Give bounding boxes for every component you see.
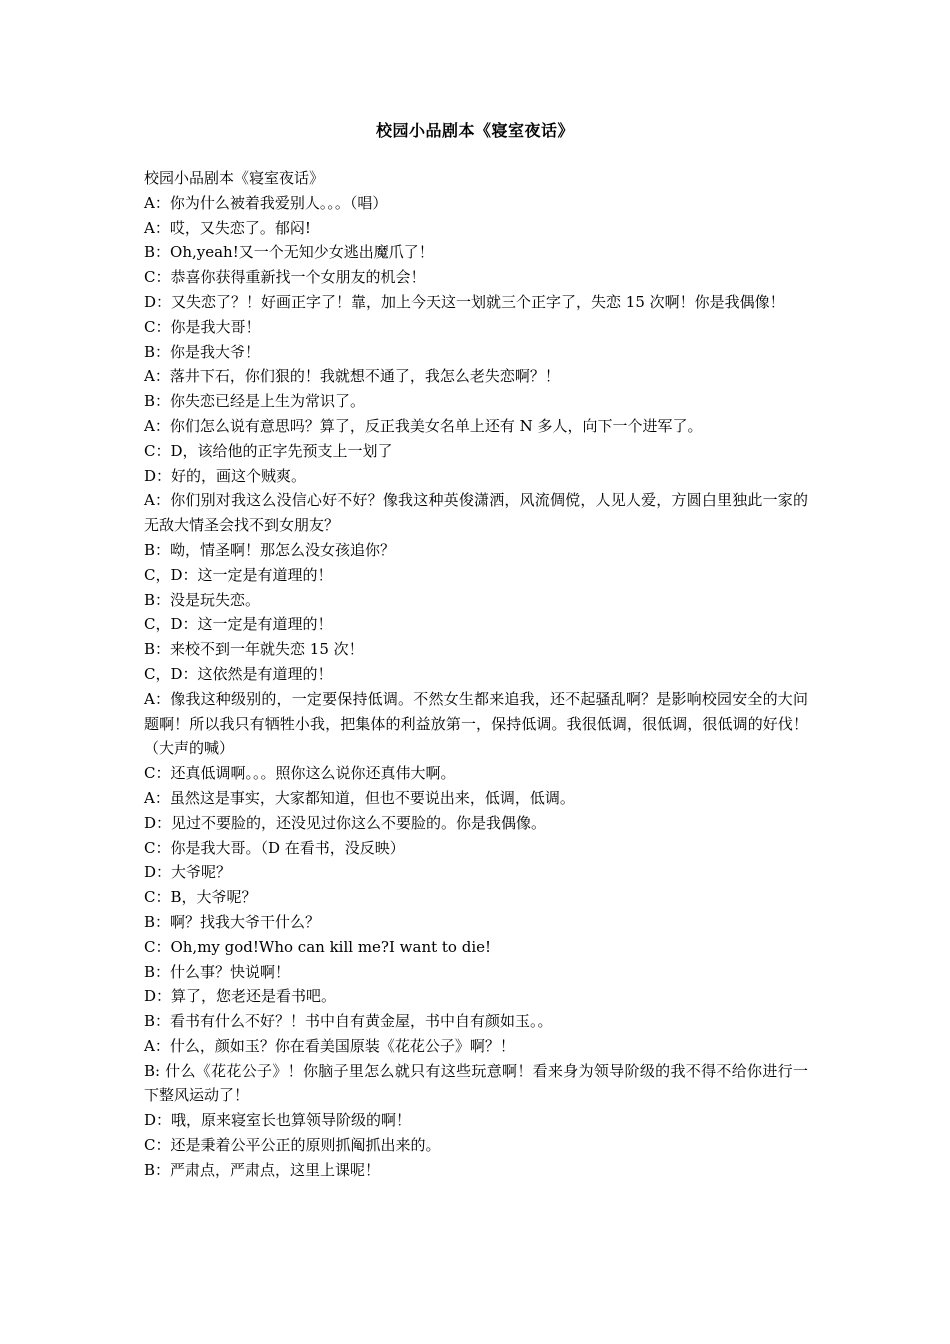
dialogue-line: C：B，大爷呢？ xyxy=(144,888,257,907)
dialogue-line: A：落井下石，你们狠的！我就想不通了，我怎么老失恋啊？！ xyxy=(144,367,560,386)
dialogue-line: B: 什么《花花公子》！你脑子里怎么就只有这些玩意啊！看来身为领导阶级的我不得不给你进行一下整风运动了！ xyxy=(144,1061,808,1105)
dialogue-line: C：D，该给他的正字先预支上一划了 xyxy=(144,441,393,460)
dialogue-line: C：Oh,my god!Who can kill me?I want to die! xyxy=(144,937,492,956)
dialogue-line: B：什么事？快说啊！ xyxy=(144,962,291,981)
dialogue-line: B：啊？找我大爷干什么？ xyxy=(144,912,321,931)
document-title: 校园小品剧本《寝室夜话》 xyxy=(375,121,574,140)
dialogue-line: C，D：这一定是有道理的！ xyxy=(144,565,333,584)
dialogue-line: B：严肃点，严肃点，这里上课呢！ xyxy=(144,1160,381,1179)
dialogue-line: C：还真低调啊。。。照你这么说你还真伟大啊。 xyxy=(144,764,456,783)
dialogue-line: B：你失恋已经是上生为常识了。 xyxy=(144,392,366,411)
dialogue-line: D：算了，您老还是看书吧。 xyxy=(144,987,337,1006)
dialogue-line: A：你为什么被着我爱别人。。。（唱） xyxy=(144,193,388,212)
dialogue-line: A：你们别对我这么没信心好不好？像我这种英俊潇洒，风流倜傥，人见人爱，方圆白里独此一家的无敌大情圣会找不到女朋友？ xyxy=(144,491,808,535)
dialogue-line: C：你是我大哥！ xyxy=(144,317,261,336)
dialogue-line: D：又失恋了？！好画正字了！靠，加上今天这一划就三个正字了，失恋 15 次啊！你是我偶像！ xyxy=(144,292,785,311)
dialogue-line: B：Oh,yeah!又一个无知少女逃出魔爪了！ xyxy=(144,243,434,262)
document-body xyxy=(144,166,808,1183)
dialogue-line: C，D：这依然是有道理的！ xyxy=(144,664,333,683)
dialogue-line: B：你是我大爷！ xyxy=(144,342,261,361)
dialogue-line: B：没是玩失恋。 xyxy=(144,590,261,609)
dialogue-line: D：大爷呢？ xyxy=(144,863,232,882)
dialogue-line: A：像我这种级别的，一定要保持低调。不然女生都来追我，还不起骚乱啊？是影响校园安全的大问题啊！所以我只有牺牲小我，把集体的利益放第一，保持低调。我很低调，很低调，很低调的好伐！（大声的喊） xyxy=(144,689,808,758)
dialogue-line: A：虽然这是事实，大家都知道，但也不要说出来，低调，低调。 xyxy=(144,788,575,807)
dialogue-line: A：什么，颜如玉？你在看美国原装《花花公子》啊？！ xyxy=(144,1036,515,1055)
document-subtitle: 校园小品剧本《寝室夜话》 xyxy=(144,169,325,187)
dialogue-line: B：来校不到一年就失恋 15 次！ xyxy=(144,640,364,659)
dialogue-line: C：还是秉着公平公正的原则抓阄抓出来的。 xyxy=(144,1136,441,1155)
dialogue-line: A：你们怎么说有意思吗？算了，反正我美女名单上还有 N 多人，向下一个进军了。 xyxy=(144,416,703,435)
dialogue-line: C：你是我大哥。（D 在看书，没反映） xyxy=(144,838,405,857)
dialogue-line: C：恭喜你获得重新找一个女朋友的机会！ xyxy=(144,268,426,287)
dialogue-line: B：看书有什么不好？！书中自有黄金屋，书中自有颜如玉。。 xyxy=(144,1012,553,1031)
dialogue-line: B：呦，情圣啊！那怎么没女孩追你？ xyxy=(144,540,396,559)
dialogue-line: A：哎，又失恋了。郁闷! xyxy=(144,218,311,237)
dialogue-line: D：见过不要脸的，还没见过你这么不要脸的。你是我偶像。 xyxy=(144,813,547,832)
dialogue-line: C，D：这一定是有道理的！ xyxy=(144,615,333,634)
dialogue-line: D：好的，画这个贼爽。 xyxy=(144,466,307,485)
dialogue-line: D：哦，原来寝室长也算领导阶级的啊！ xyxy=(144,1111,412,1130)
